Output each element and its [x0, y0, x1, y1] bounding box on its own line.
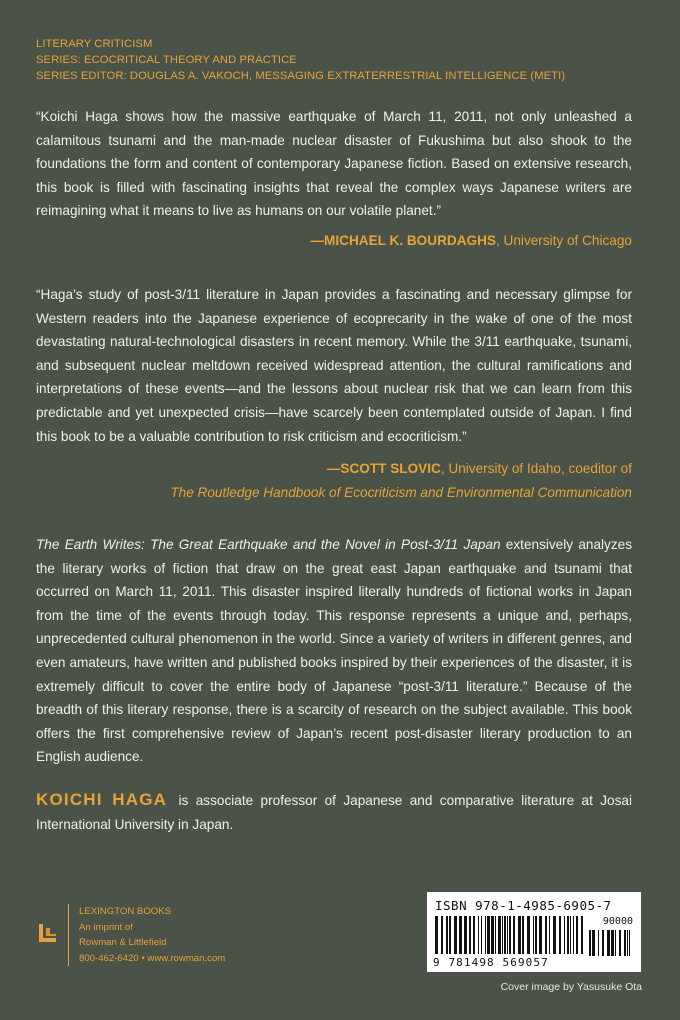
ean-digits: 9 781498 569057 [433, 956, 549, 969]
barcode-bar [495, 916, 496, 954]
endorsement-attribution-1 [310, 229, 632, 253]
ean-barcode-bars [435, 916, 585, 954]
barcode-bar [598, 930, 599, 956]
barcode-bar [491, 916, 494, 954]
publisher-divider [68, 904, 69, 966]
series-info [36, 36, 565, 84]
barcode-bar [573, 916, 574, 954]
series-editor: SERIES EDITOR: DOUGLAS A. VAKOCH, MESSAGING EXTRATERRESTRIAL INTELLIGENCE (METI) [36, 70, 566, 82]
barcode-bar [481, 916, 482, 954]
endorser-name-2: —SCOTT SLOVIC [326, 461, 441, 476]
barcode-bar [553, 916, 556, 954]
price-barcode-bars [589, 930, 631, 956]
author-bio [36, 788, 632, 836]
barcode-bar [509, 916, 511, 954]
barcode-bar [502, 916, 503, 954]
publisher-text [79, 904, 225, 966]
barcode-bar [624, 930, 626, 956]
barcode-bar [449, 916, 451, 954]
barcode-bar [454, 916, 457, 954]
barcode-bar [446, 916, 448, 954]
barcode-bar [487, 916, 490, 954]
endorsement-quote-2: “Haga’s study of post-3/11 literature in Japan provides a fascinating and necessary glimpse for Western readers into the Japanese experience of ecoprecarity in the wake of one of the most devastating natural-technological disasters in recent memory. While the 3/11 earthquake, tsunami, and subsequent nuclear meltdown received widespread attention, the cultural ramifications and interpretations of these events—and the lessons about nuclear risk that we can learn from this predictable and yet unexpected crisis—have scarcely been contemplated outside of Japan. I find this book to be a valuable contribution to risk criticism and ecocriticism.” [36, 287, 632, 444]
barcode-bar [602, 930, 604, 956]
author-bio-text: is associate professor of Japanese and comparative literature at Josai International University in Japan. [36, 793, 632, 832]
barcode-bar [504, 916, 506, 954]
barcode-bar [611, 930, 614, 956]
series-name: SERIES: ECOCRITICAL THEORY AND PRACTICE [36, 54, 297, 66]
barcode-bar [615, 930, 616, 956]
barcode-bar [518, 916, 521, 954]
barcode-bar [535, 916, 537, 954]
barcode-bar [545, 916, 547, 954]
author-name: KOICHI HAGA [36, 790, 168, 809]
barcode-bar [485, 916, 486, 954]
barcode-bar [441, 916, 443, 954]
barcode-bar [592, 930, 595, 956]
barcode-bar [576, 916, 578, 954]
book-title: The Earth Writes: The Great Earthquake and the Novel in Post-3/11 Japan [36, 537, 501, 552]
description-text: extensively analyzes the literary works of fiction that draw on the great east Japan earthquake and tsunami that occurred on March 11, 2011. This disaster inspired literally hundreds of fictional works in Japan from the time of the events through today. This response represents a unique and, perhaps, unprecedented cultural phenomenon in the world. Since a variety of writers in different genres, and even amateurs, have written and published books inspired by their experiences of the disaster, it is extremely difficult to cover the entire body of Japanese “post-3/11 literature.” Because of the breadth of this literary response, there is a scarcity of research on the subject available. This book offers the first comprehensive review of Japan’s recent post-disaster literary production to an English audience. [36, 537, 632, 765]
endorser-affiliation-1: , University of Chicago [496, 233, 632, 248]
barcode-bar [627, 930, 628, 956]
isbn-number: ISBN 978-1-4985-6905-7 [435, 898, 612, 913]
barcode-bar [507, 916, 508, 954]
barcode-bar [549, 916, 550, 954]
barcode-bar [478, 916, 479, 954]
barcode-bar [473, 916, 475, 954]
barcode-bar [570, 916, 571, 954]
barcode-bar [527, 916, 530, 954]
publisher-imprint: An imprint of [79, 921, 133, 933]
barcode-bar [522, 916, 524, 954]
barcode-bar [469, 916, 471, 954]
barcode-bar [533, 916, 534, 954]
publisher-contact: 800-462-6420 • www.rowman.com [79, 952, 226, 964]
barcode-bar [589, 930, 591, 956]
barcode-bar [619, 930, 621, 956]
endorser-book-title: The Routledge Handbook of Ecocriticism and Environmental Communication [170, 484, 632, 500]
endorsement-attribution-2 [170, 457, 632, 504]
endorser-affiliation-2: , University of Idaho, coeditor of [440, 461, 632, 476]
isbn-barcode [427, 892, 641, 972]
book-description [36, 533, 632, 769]
barcode-bar [567, 916, 569, 954]
barcode-bar [435, 916, 438, 954]
barcode-bar [629, 930, 630, 956]
barcode-bar [464, 916, 467, 954]
barcode-bar [607, 930, 610, 956]
barcode-bar [498, 916, 501, 954]
cover-image-credit: Cover image by Yasusuke Ota [500, 981, 642, 993]
category-label: LITERARY CRITICISM [36, 38, 153, 50]
publisher-name: LEXINGTON BOOKS [79, 906, 172, 917]
barcode-bar [564, 916, 565, 954]
publisher-parent: Rowman & Littlefield [79, 937, 167, 948]
barcode-bar [581, 916, 583, 954]
barcode-bar [459, 916, 462, 954]
endorsement-quote-1: “Koichi Haga shows how the massive earthquake of March 11, 2011, not only unleashed a calamitous tsunami and the man-made nuclear disaster of Fukushima but also shook to the foundations the form and content of contemporary Japanese fiction. Based on extensive research, this book is filled with fascinating insights that reveal the complex ways Japanese writers are reimagining what it means to live as humans on our volatile planet.” [36, 109, 632, 219]
barcode-bar [539, 916, 542, 954]
endorser-name-1: —MICHAEL K. BOURDAGHS [310, 233, 496, 248]
barcode-bar [513, 916, 515, 954]
barcode-bar [559, 916, 561, 954]
lexington-logo-icon [36, 922, 58, 944]
price-code: 90000 [602, 916, 633, 927]
publisher-block [36, 904, 225, 966]
